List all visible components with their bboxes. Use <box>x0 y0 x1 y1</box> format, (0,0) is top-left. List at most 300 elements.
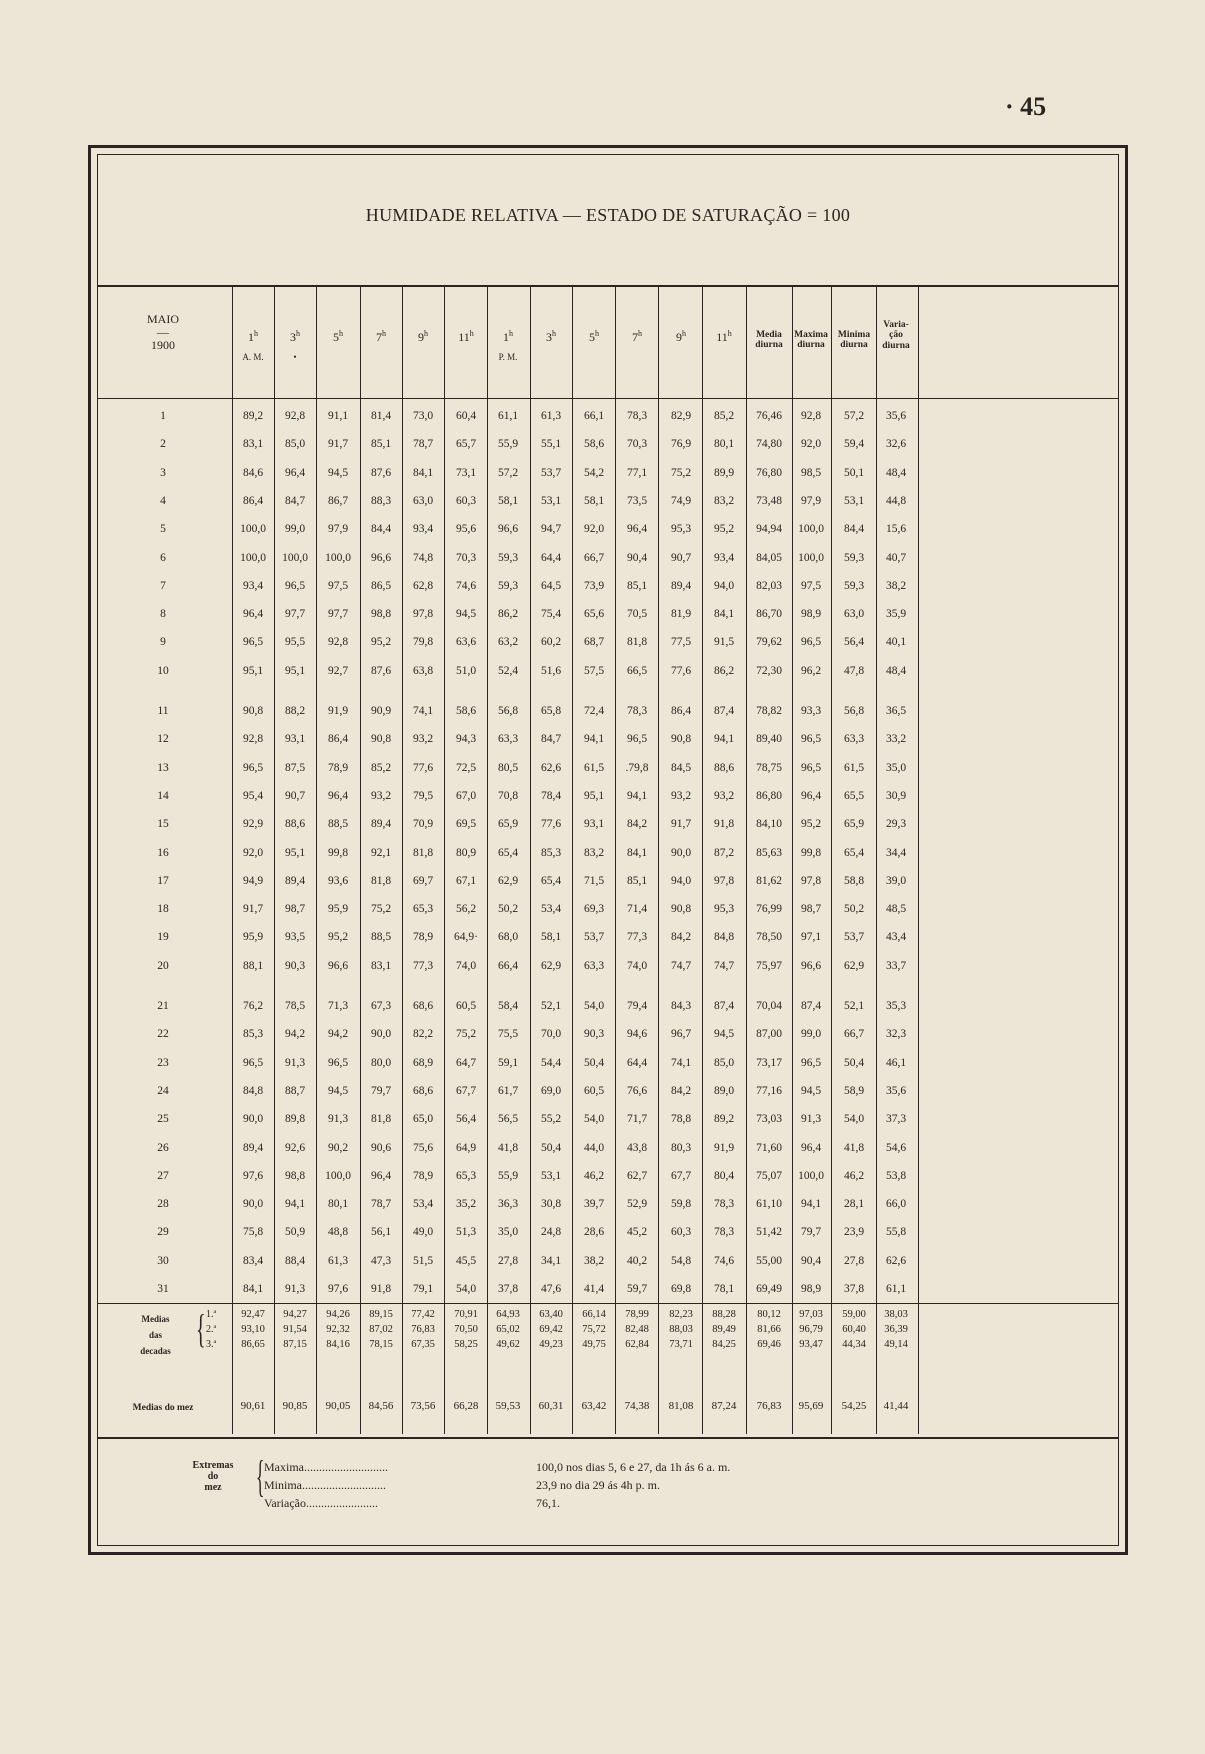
table-cell: 96,5 <box>800 733 822 746</box>
table-cell: 79,1 <box>412 1283 434 1295</box>
table-cell: 88,1 <box>242 959 264 972</box>
decade-mean-cell: 91,54 <box>283 1324 307 1335</box>
table-cell: 99,0 <box>284 523 306 536</box>
hour-suffix: h <box>382 329 386 338</box>
table-cell: 90,2 <box>327 1141 349 1154</box>
table-cell: 80,9 <box>455 846 477 859</box>
day-number: 17 <box>157 874 169 887</box>
decade-mean-cell: 87,02 <box>369 1324 393 1335</box>
decade-mean-cell: 36,39 <box>884 1324 908 1335</box>
hour-header <box>617 330 657 344</box>
table-cell: 55,9 <box>497 1169 519 1182</box>
table-cell: 87,2 <box>713 846 735 859</box>
table-cell: 81,62 <box>756 874 782 887</box>
table-cell: 95,5 <box>284 636 306 649</box>
table-cell: 83,2 <box>583 846 605 859</box>
table-cell: 83,2 <box>713 494 735 507</box>
table-cell: 58,6 <box>455 705 477 717</box>
header-rule <box>98 398 1118 399</box>
day-number: 29 <box>157 1226 169 1239</box>
variacao-diurna-header-line: ção <box>889 330 903 341</box>
table-cell: 87,6 <box>370 466 392 479</box>
decade-mean-cell: 60,40 <box>842 1324 866 1335</box>
table-cell: 90,4 <box>626 551 648 564</box>
table-cell: 92,6 <box>284 1141 306 1154</box>
table-cell: 94,94 <box>756 523 782 536</box>
decade-mean-cell: 93,47 <box>799 1339 823 1350</box>
table-cell: 100,0 <box>325 1169 351 1182</box>
table-cell: 73,9 <box>583 579 605 592</box>
table-cell: 68,7 <box>583 636 605 649</box>
table-cell: 80,1 <box>713 438 735 451</box>
decade-mean-cell: 66,14 <box>582 1309 606 1320</box>
am-label: A. M. <box>242 352 264 362</box>
table-cell: 84,10 <box>756 818 782 831</box>
table-cell: 94,5 <box>713 1028 735 1041</box>
table-cell: 85,1 <box>626 874 648 887</box>
table-cell: 99,8 <box>800 846 822 859</box>
decade-mean-cell: 65,02 <box>496 1324 520 1335</box>
table-cell: 96,4 <box>284 466 306 479</box>
table-cell: 69,0 <box>540 1084 562 1097</box>
table-cell: 24,8 <box>540 1226 562 1239</box>
hour-number: 11 <box>716 330 728 344</box>
table-cell: 46,1 <box>885 1056 907 1069</box>
table-cell: 65,4 <box>540 874 562 887</box>
table-cell: 79,62 <box>756 636 782 649</box>
extreme-name: Minima............................ <box>264 1478 386 1492</box>
variacao-diurna-header <box>875 320 917 351</box>
table-cell: 98,5 <box>800 466 822 479</box>
table-cell: 62,6 <box>540 761 562 774</box>
table-cell: 92,7 <box>327 664 349 677</box>
am-dot: • <box>293 352 297 362</box>
table-cell: 98,9 <box>800 608 822 621</box>
table-cell: 97,9 <box>327 523 349 536</box>
table-cell: 57,2 <box>843 410 865 422</box>
table-cell: 97,8 <box>713 874 735 887</box>
table-cell: 97,9 <box>800 494 822 507</box>
table-cell: 53,1 <box>540 494 562 507</box>
table-cell: 84,2 <box>626 818 648 831</box>
table-cell: 97,5 <box>327 579 349 592</box>
hour-number: 3 <box>546 330 552 344</box>
table-cell: 94,5 <box>327 466 349 479</box>
table-cell: 78,8 <box>670 1113 692 1126</box>
table-cell: 74,6 <box>713 1254 735 1267</box>
table-cell: 40,2 <box>626 1254 648 1267</box>
table-cell: 95,1 <box>284 846 306 859</box>
day-number: 24 <box>157 1084 169 1097</box>
table-cell: 55,8 <box>885 1226 907 1239</box>
table-cell: 63,3 <box>843 733 865 746</box>
hour-header <box>233 330 273 344</box>
table-cell: 78,3 <box>626 705 648 717</box>
table-cell: 77,6 <box>670 664 692 677</box>
hour-header <box>403 330 443 344</box>
table-cell: 96,5 <box>242 636 264 649</box>
hour-suffix: h <box>727 329 732 338</box>
table-cell: 89,8 <box>284 1113 306 1126</box>
table-cell: 95,9 <box>327 903 349 916</box>
table-cell: 35,9 <box>885 608 907 621</box>
table-cell: 76,99 <box>756 903 782 916</box>
extremes-label-2: do <box>207 1471 219 1482</box>
table-cell: 84,1 <box>412 466 434 479</box>
table-cell: 47,6 <box>540 1283 562 1295</box>
day-number: 20 <box>157 959 169 972</box>
table-cell: 81,4 <box>370 410 392 422</box>
table-cell: 86,80 <box>756 789 782 802</box>
table-cell: 84,2 <box>670 931 692 944</box>
month-label: MAIO <box>147 312 179 326</box>
table-cell: 91,8 <box>713 818 735 831</box>
table-cell: 62,7 <box>626 1169 648 1182</box>
table-cell: 75,2 <box>670 466 692 479</box>
year-label: 1900 <box>151 338 175 353</box>
table-cell: 89,4 <box>370 818 392 831</box>
hour-number: 5 <box>333 330 339 344</box>
table-cell: 69,7 <box>412 874 434 887</box>
table-cell: 94,0 <box>670 874 692 887</box>
extreme-name: Maxima............................ <box>264 1460 388 1474</box>
table-cell: 68,6 <box>412 1084 434 1097</box>
table-cell: 84,1 <box>242 1283 264 1295</box>
table-cell: 43,4 <box>885 931 907 944</box>
table-cell: 62,8 <box>412 579 434 592</box>
table-cell: 100,0 <box>798 551 824 564</box>
table-cell: 65,9 <box>843 818 865 831</box>
extreme-value: 76,1. <box>536 1496 560 1510</box>
table-cell: 100,0 <box>798 1169 824 1182</box>
hour-number: 7 <box>376 330 382 344</box>
day-number: 26 <box>157 1141 169 1154</box>
table-cell: 30,9 <box>885 789 907 802</box>
decade-mean-cell: 58,25 <box>454 1339 478 1350</box>
table-cell: 55,00 <box>756 1254 782 1267</box>
variacao-diurna-header-line: diurna <box>882 340 910 351</box>
table-cell: 35,6 <box>885 410 907 422</box>
table-cell: 70,9 <box>412 818 434 831</box>
table-cell: 97,6 <box>242 1169 264 1182</box>
table-cell: 73,5 <box>626 494 648 507</box>
table-cell: 68,6 <box>412 1000 434 1012</box>
table-cell: 61,1 <box>885 1283 907 1295</box>
table-cell: 67,7 <box>455 1084 477 1097</box>
table-cell: 97,7 <box>327 608 349 621</box>
table-cell: 80,4 <box>713 1169 735 1182</box>
table-cell: 58,1 <box>540 931 562 944</box>
table-cell: 99,0 <box>800 1028 822 1041</box>
table-cell: 94,9 <box>242 874 264 887</box>
table-cell: 76,9 <box>670 438 692 451</box>
table-cell: 65,4 <box>497 846 519 859</box>
decade-mean-cell: 89,15 <box>369 1309 393 1320</box>
table-cell: 63,2 <box>497 636 519 649</box>
decade-mean-cell: 49,23 <box>539 1339 563 1350</box>
decade-mean-cell: 80,12 <box>757 1309 781 1320</box>
table-cell: 48,5 <box>885 903 907 916</box>
table-cell: 97,8 <box>412 608 434 621</box>
month-mean-cell: 63,42 <box>581 1400 607 1412</box>
table-cell: .79,8 <box>625 761 649 774</box>
table-cell: 82,9 <box>670 410 692 422</box>
table-cell: 94,6 <box>626 1028 648 1041</box>
table-cell: 78,3 <box>713 1226 735 1239</box>
day-number: 28 <box>157 1198 169 1211</box>
table-cell: 51,5 <box>412 1254 434 1267</box>
table-cell: 93,6 <box>327 874 349 887</box>
table-cell: 78,9 <box>412 1169 434 1182</box>
table-cell: 84,8 <box>242 1084 264 1097</box>
month-mean-cell: 81,08 <box>668 1400 694 1412</box>
table-cell: 59,8 <box>670 1198 692 1211</box>
table-cell: 56,1 <box>370 1226 392 1239</box>
table-cell: 53,1 <box>843 494 865 507</box>
table-cell: 47,3 <box>370 1254 392 1267</box>
table-cell: 62,6 <box>885 1254 907 1267</box>
table-cell: 63,3 <box>583 959 605 972</box>
hour-header <box>318 330 358 344</box>
decade-mean-cell: 82,48 <box>625 1324 649 1335</box>
table-cell: 64,9· <box>454 931 478 944</box>
decade-mean-cell: 84,16 <box>326 1339 350 1350</box>
extremes-label <box>173 1460 253 1493</box>
day-number: 25 <box>157 1113 169 1126</box>
table-cell: 77,3 <box>626 931 648 944</box>
table-cell: 75,2 <box>455 1028 477 1041</box>
table-cell: 73,0 <box>412 410 434 422</box>
decade-mean-cell: 63,40 <box>539 1309 563 1320</box>
page-number: · 45 <box>1005 92 1047 121</box>
table-cell: 74,1 <box>670 1056 692 1069</box>
decade-mean-cell: 84,25 <box>712 1339 736 1350</box>
hour-suffix: h <box>254 329 258 338</box>
table-cell: 91,7 <box>242 903 264 916</box>
table-cell: 78,9 <box>327 761 349 774</box>
decade-mean-cell: 86,65 <box>241 1339 265 1350</box>
table-cell: 56,4 <box>455 1113 477 1126</box>
table-cell: 77,5 <box>670 636 692 649</box>
month-mean-cell: 54,25 <box>841 1400 867 1412</box>
month-mean-rule <box>98 1437 1118 1439</box>
table-cell: 73,17 <box>756 1056 782 1069</box>
table-cell: 65,9 <box>497 818 519 831</box>
decade-mean-cell: 92,47 <box>241 1309 265 1320</box>
table-cell: 66,5 <box>626 664 648 677</box>
table-cell: 86,2 <box>497 608 519 621</box>
month-mean-cell: 60,31 <box>538 1400 564 1412</box>
table-cell: 83,1 <box>370 959 392 972</box>
table-cell: 56,8 <box>497 705 519 717</box>
table-cell: 84,2 <box>670 1084 692 1097</box>
table-cell: 79,7 <box>800 1226 822 1239</box>
table-cell: 52,4 <box>497 664 519 677</box>
decade-mean-cell: 78,15 <box>369 1339 393 1350</box>
table-cell: 87,00 <box>756 1028 782 1041</box>
hour-number: 1 <box>248 330 254 344</box>
table-cell: 59,3 <box>843 551 865 564</box>
table-cell: 99,8 <box>327 846 349 859</box>
table-cell: 69,3 <box>583 903 605 916</box>
table-cell: 96,4 <box>800 1141 822 1154</box>
table-cell: 94,2 <box>284 1028 306 1041</box>
table-cell: 86,4 <box>670 705 692 717</box>
table-cell: 63,0 <box>843 608 865 621</box>
table-cell: 78,7 <box>412 438 434 451</box>
month-mean-cell: 84,56 <box>368 1400 394 1412</box>
table-cell: 90,8 <box>670 733 692 746</box>
table-cell: 93,2 <box>713 789 735 802</box>
table-cell: 85,2 <box>370 761 392 774</box>
table-cell: 76,46 <box>756 410 782 422</box>
table-cell: 93,5 <box>284 931 306 944</box>
table-cell: 68,0 <box>497 931 519 944</box>
table-cell: 58,8 <box>843 874 865 887</box>
table-title: HUMIDADE RELATIVA — ESTADO DE SATURAÇÃO = 100 <box>365 205 851 225</box>
minima-diurna-header-line: Minima <box>837 330 871 340</box>
table-cell: 37,8 <box>843 1283 865 1295</box>
table-cell: 27,8 <box>497 1254 519 1267</box>
table-cell: 89,9 <box>713 466 735 479</box>
day-number: 27 <box>157 1169 169 1182</box>
table-cell: 34,1 <box>540 1254 562 1267</box>
table-cell: 96,6 <box>497 523 519 536</box>
day-number: 23 <box>157 1056 169 1069</box>
table-cell: 59,3 <box>497 579 519 592</box>
day-number: 4 <box>160 494 166 507</box>
month-mean-cell: 90,85 <box>282 1400 308 1412</box>
table-cell: 92,9 <box>242 818 264 831</box>
table-cell: 54,4 <box>540 1056 562 1069</box>
table-cell: 61,3 <box>327 1254 349 1267</box>
table-cell: 36,5 <box>885 705 907 717</box>
table-cell: 78,1 <box>713 1283 735 1295</box>
table-cell: 91,9 <box>327 705 349 717</box>
table-cell: 91,3 <box>327 1113 349 1126</box>
table-cell: 53,4 <box>540 903 562 916</box>
table-cell: 84,8 <box>713 931 735 944</box>
table-cell: 90,8 <box>242 705 264 717</box>
table-cell: 74,0 <box>455 959 477 972</box>
table-cell: 63,8 <box>412 664 434 677</box>
table-cell: 38,2 <box>583 1254 605 1267</box>
table-cell: 89,2 <box>242 410 264 422</box>
table-cell: 78,3 <box>626 410 648 422</box>
table-cell: 73,48 <box>756 494 782 507</box>
hour-suffix: h <box>638 329 642 338</box>
table-cell: 36,3 <box>497 1198 519 1211</box>
day-number: 8 <box>160 608 166 621</box>
month-mean-cell: 73,56 <box>410 1400 436 1412</box>
table-cell: 53,8 <box>885 1169 907 1182</box>
day-number: 11 <box>157 705 169 717</box>
table-cell: 32,6 <box>885 438 907 451</box>
table-cell: 69,8 <box>670 1283 692 1295</box>
table-cell: 56,5 <box>497 1113 519 1126</box>
month-mean-label: Medias do mez <box>132 1403 194 1413</box>
table-cell: 93,3 <box>800 705 822 717</box>
extreme-value: 100,0 nos dias 5, 6 e 27, da 1h ás 6 a. m. <box>536 1460 731 1474</box>
table-cell: 100,0 <box>240 523 266 536</box>
table-cell: 65,8 <box>540 705 562 717</box>
table-cell: 97,5 <box>800 579 822 592</box>
table-cell: 60,3 <box>455 494 477 507</box>
table-cell: 35,2 <box>455 1198 477 1211</box>
table-cell: 63,0 <box>412 494 434 507</box>
table-cell: 97,8 <box>800 874 822 887</box>
table-cell: 61,7 <box>497 1084 519 1097</box>
table-cell: 66,1 <box>583 410 605 422</box>
table-cell: 41,4 <box>583 1283 605 1295</box>
table-cell: 96,4 <box>327 789 349 802</box>
table-cell: 90,8 <box>370 733 392 746</box>
table-cell: 84,1 <box>626 846 648 859</box>
table-cell: 63,3 <box>497 733 519 746</box>
table-cell: 49,0 <box>412 1226 434 1239</box>
table-cell: 94,1 <box>583 733 605 746</box>
hour-header <box>531 330 571 344</box>
table-cell: 50,2 <box>843 903 865 916</box>
decade-means-label-line: das <box>148 1330 162 1340</box>
table-cell: 54,0 <box>843 1113 865 1126</box>
extremes-brace: { <box>256 1452 265 1501</box>
table-cell: 53,4 <box>412 1198 434 1211</box>
table-cell: 96,7 <box>670 1028 692 1041</box>
table-cell: 67,3 <box>370 1000 392 1012</box>
table-cell: 98,7 <box>800 903 822 916</box>
table-cell: 60,5 <box>455 1000 477 1012</box>
table-cell: 84,4 <box>843 523 865 536</box>
table-cell: 74,1 <box>412 705 434 717</box>
table-cell: 54,8 <box>670 1254 692 1267</box>
table-cell: 81,8 <box>370 1113 392 1126</box>
day-number: 12 <box>157 733 169 746</box>
table-cell: 57,2 <box>497 466 519 479</box>
table-cell: 81,8 <box>370 874 392 887</box>
table-cell: 78,3 <box>713 1198 735 1211</box>
table-cell: 65,3 <box>412 903 434 916</box>
table-cell: 88,7 <box>284 1084 306 1097</box>
day-number: 14 <box>157 789 169 802</box>
table-cell: 53,1 <box>540 1169 562 1182</box>
table-cell: 95,1 <box>284 664 306 677</box>
media-diurna-header-line: Media <box>756 330 782 340</box>
table-cell: 54,2 <box>583 466 605 479</box>
table-cell: 58,4 <box>497 1000 519 1012</box>
table-cell: 96,2 <box>800 664 822 677</box>
table-cell: 89,4 <box>242 1141 264 1154</box>
table-cell: 92,8 <box>284 410 306 422</box>
table-cell: 91,9 <box>713 1141 735 1154</box>
decade-mean-cell: 75,72 <box>582 1324 606 1335</box>
extremes-label-1: Extremas <box>192 1460 234 1471</box>
table-cell: 59,3 <box>843 579 865 592</box>
decade-mean-cell: 70,50 <box>454 1324 478 1335</box>
table-cell: 91,1 <box>327 410 349 422</box>
day-number: 15 <box>157 818 169 831</box>
table-cell: 98,7 <box>284 903 306 916</box>
hour-number: 1 <box>503 330 509 344</box>
day-number: 18 <box>157 903 169 916</box>
decade-mean-cell: 93,10 <box>241 1324 265 1335</box>
decade-index: 2.ª <box>206 1324 217 1335</box>
hour-suffix: h <box>595 329 599 338</box>
table-cell: 96,4 <box>370 1169 392 1182</box>
decade-mean-cell: 69,42 <box>539 1324 563 1335</box>
day-number: 3 <box>160 466 166 479</box>
table-cell: 94,3 <box>455 733 477 746</box>
